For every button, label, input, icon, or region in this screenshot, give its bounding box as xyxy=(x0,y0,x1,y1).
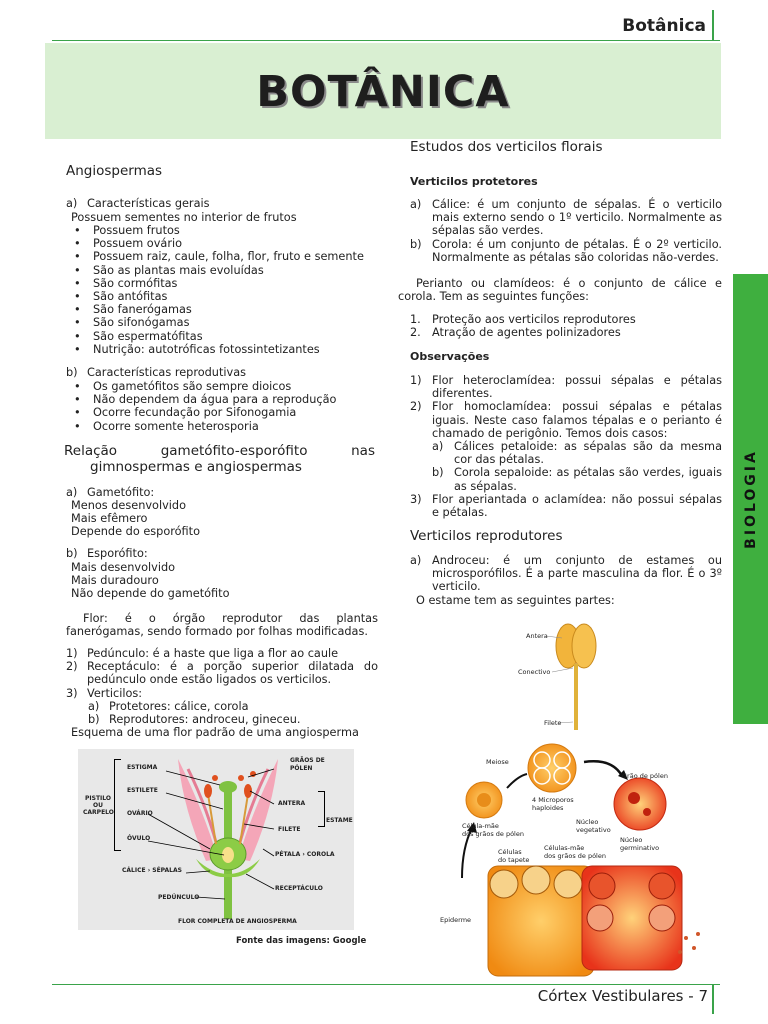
numbered-item xyxy=(410,326,722,339)
label-pistilo-1: PISTILO xyxy=(85,795,111,802)
item-text: Atração de agentes polinizadores xyxy=(432,326,621,340)
item-number: a) xyxy=(88,699,100,713)
list-item xyxy=(74,303,384,316)
funcoes-list xyxy=(410,313,722,339)
section-title-angiospermas: Angiospermas xyxy=(66,163,163,179)
estame-bracket xyxy=(318,791,325,827)
item-text: Flor homoclamídea: possui sépalas e pétalas iguais. Neste caso falamos tépalas e o perianto é chamado de perigônio. Temos dois casos: xyxy=(432,400,722,440)
item-number: 3) xyxy=(66,686,78,700)
mother-cell-nucleus xyxy=(477,793,491,807)
label-pistilo-3: CARPELO xyxy=(83,809,114,816)
list-label: b) xyxy=(66,366,78,379)
text-line: Menos desenvolvido xyxy=(71,499,187,512)
title-banner xyxy=(45,43,721,139)
list-label: a) xyxy=(66,486,78,499)
bullet-icon: • xyxy=(74,290,81,304)
subsection-title: Esporófito: xyxy=(87,547,148,560)
section-title-relacao-line2: gimnospermas e angiospermas xyxy=(90,459,302,475)
text-line: Mais efêmero xyxy=(71,512,148,526)
bullet-icon: • xyxy=(74,329,81,343)
numbered-item xyxy=(410,313,722,326)
bullet-icon: • xyxy=(74,237,81,251)
list-item xyxy=(74,250,384,263)
numbered-item xyxy=(66,647,378,660)
title-word: nas xyxy=(351,443,375,459)
protetores-list xyxy=(410,198,722,264)
item-text: Cálice: é um conjunto de sépalas. É o verticilo mais externo sendo o 1º verticilo. Normalmente as sépalas são verdes. xyxy=(432,198,722,238)
list-label: b) xyxy=(66,547,78,560)
locule-mature xyxy=(649,873,675,899)
pollen-development-diagram xyxy=(432,738,722,978)
item-number: 2) xyxy=(66,660,78,674)
title-word: Relação xyxy=(64,443,118,459)
list-label: a) xyxy=(66,197,78,210)
label-estame: ESTAME xyxy=(326,817,353,824)
subsection-title: Características gerais xyxy=(87,197,210,210)
label-estigma: ESTIGMA xyxy=(127,764,158,771)
numbered-item xyxy=(410,198,722,238)
list-item-text: Possuem ovário xyxy=(93,237,183,251)
list-item xyxy=(74,330,384,343)
page-title: BOTÂNICA xyxy=(256,67,510,117)
gametofito-lines xyxy=(71,499,200,539)
list-item-text: Os gametófitos são sempre dioicos xyxy=(93,380,292,393)
flor-parts-list xyxy=(66,647,378,726)
item-number: 1) xyxy=(66,647,78,660)
list-item xyxy=(74,290,384,303)
list-item-text: Não dependem da água para a reprodução xyxy=(93,393,337,407)
label-nucleo-vegetativo-2: vegetativo xyxy=(576,826,611,834)
characteristics-list xyxy=(74,224,384,356)
text-line: Mais desenvolvido xyxy=(71,561,176,574)
label-nucleo-germinativo-2: germinativo xyxy=(620,844,660,852)
observacoes-list xyxy=(410,374,722,519)
numbered-item xyxy=(410,374,722,400)
flower-diagram xyxy=(78,749,354,930)
label-celula-mae-1: Célula-mãe xyxy=(462,822,499,830)
list-item xyxy=(74,316,384,329)
list-item xyxy=(74,393,384,406)
item-number: 3) xyxy=(410,492,422,506)
list-item xyxy=(74,237,384,250)
diagram-caption: FLOR COMPLETA DE ANGIOSPERMA xyxy=(178,918,297,925)
item-text: Corola sepaloide: as pétalas são verdes, iguais as sépalas. xyxy=(454,466,722,493)
label-microporos xyxy=(532,796,574,812)
item-text: Receptáculo: é a porção superior dilatada do pedúnculo onde estão ligados os verticilos. xyxy=(87,660,378,687)
bullet-icon: • xyxy=(74,303,81,317)
footer-page-label: Córtex Vestibulares - 7 xyxy=(537,987,708,1005)
title-word: gametófito-esporófito xyxy=(160,443,308,459)
numbered-item xyxy=(410,440,722,466)
locule xyxy=(490,870,518,898)
estilete-shape xyxy=(224,789,232,844)
label-calice: CÁLICE › SÉPALAS xyxy=(122,867,182,874)
subsection-title: Características reprodutivas xyxy=(87,366,247,379)
label-pedunculo: PEDÚNCULO xyxy=(158,894,200,901)
numbered-item xyxy=(66,700,378,713)
item-number: 1. xyxy=(410,313,421,326)
esporofito-lines xyxy=(71,561,230,601)
label-nucleo-vegetativo xyxy=(576,818,611,834)
antera-lobe-right xyxy=(572,624,596,668)
estame-intro: O estame tem as seguintes partes: xyxy=(416,594,615,607)
list-item-text: Ocorre fecundação por Sifonogamia xyxy=(93,406,297,420)
label-celulas-tapete-2: do tapete xyxy=(498,856,530,864)
label-ovulo: ÓVULO xyxy=(127,835,151,842)
label-petala: PÉTALA › COROLA xyxy=(275,851,335,858)
label-nucleo-germinativo-1: Núcleo xyxy=(620,836,643,844)
antera-left xyxy=(204,784,212,798)
germinative-nucleus xyxy=(643,808,651,816)
item-text: Flor heteroclamídea: possui sépalas e pétalas diferentes. xyxy=(432,374,722,401)
list-item-text: São espermatófitas xyxy=(93,329,203,343)
subsection-title: Gametófito: xyxy=(87,486,155,499)
list-item-text: São as plantas mais evoluídas xyxy=(93,263,264,277)
item-text: Flor aperiantada o aclamídea: não possui sépalas e pétalas. xyxy=(432,492,722,520)
list-item-text: Ocorre somente heterosporia xyxy=(93,419,259,433)
vegetative-nucleus xyxy=(628,792,640,804)
item-number: a) xyxy=(410,554,422,567)
list-item-text: São antófitas xyxy=(93,290,168,304)
list-item-text: Possuem frutos xyxy=(93,224,180,237)
subsection-title-reprodutores: Verticilos reprodutores xyxy=(410,528,563,544)
label-celulas-mae-graos-2: dos grãos de pólen xyxy=(544,852,606,860)
bullet-icon: • xyxy=(74,250,81,264)
bullet-icon: • xyxy=(74,276,81,290)
label-microporos-2: haploides xyxy=(532,804,564,812)
text-line: Depende do esporófito xyxy=(71,525,200,539)
list-item xyxy=(74,380,384,393)
bullet-icon: • xyxy=(74,224,81,237)
item-number: b) xyxy=(410,237,422,251)
flor-paragraph: Flor: é o órgão reprodutor das plantas fanerógamas, sendo formado por folhas modificadas. xyxy=(66,612,378,639)
perianto-paragraph: Perianto ou clamídeos: é o conjunto de cálice e corola. Tem as seguintes funções: xyxy=(398,277,722,304)
label-filete: FILETE xyxy=(278,826,301,833)
item-text: Protetores: cálice, corola xyxy=(109,699,249,713)
item-number: b) xyxy=(88,713,100,727)
arrow-to-pollen xyxy=(584,761,622,776)
label-microporos-1: 4 Microporos xyxy=(532,796,574,804)
label-celula-mae xyxy=(462,822,524,838)
list-item xyxy=(74,264,384,277)
label-celulas-tapete xyxy=(498,848,529,864)
numbered-item xyxy=(410,493,722,519)
bullet-icon: • xyxy=(74,316,81,330)
label-celulas-tapete-1: Células xyxy=(498,848,522,856)
label-graos: GRÃOS DE xyxy=(290,757,325,764)
header-rule-tick xyxy=(712,10,714,41)
numbered-item xyxy=(66,713,378,726)
stamen-diagram xyxy=(510,620,630,730)
arrow-meiose xyxy=(507,774,527,788)
list-item-text: Nutrição: autotróficas fotossintetizantes xyxy=(93,342,320,356)
label-pistilo-2: OU xyxy=(93,802,103,809)
bullet-icon: • xyxy=(74,342,81,356)
estigma-shape xyxy=(219,781,237,793)
bullet-icon: • xyxy=(74,263,81,277)
footer-rule xyxy=(52,984,720,985)
label-grao-polen: Grão de pólen xyxy=(622,772,668,780)
bullet-icon: • xyxy=(74,380,81,393)
item-text: Corola: é um conjunto de pétalas. É o 2º verticilo. Normalmente as pétalas são coloridas não-verdes. xyxy=(432,237,722,264)
tetrad-cell xyxy=(528,744,576,792)
label-epiderme: Epiderme xyxy=(440,916,472,924)
label-filete-stamen: Filete xyxy=(544,719,562,727)
item-text: Reprodutores: androceu, gineceu. xyxy=(109,713,301,727)
label-conectivo: Conectivo xyxy=(518,668,551,676)
locule-mature xyxy=(587,905,613,931)
right-section-title: Estudos dos verticilos florais xyxy=(410,139,603,155)
list-item-text: São cormófitas xyxy=(93,276,178,290)
numbered-item xyxy=(66,660,378,686)
header-rule xyxy=(52,40,720,41)
list-item xyxy=(74,406,384,419)
label-celulas-mae-graos xyxy=(544,844,606,860)
list-item xyxy=(74,420,384,433)
text-line: Não depende do gametófito xyxy=(71,587,230,601)
item-number: 2) xyxy=(410,400,422,414)
numbered-item xyxy=(410,466,722,492)
item-number: a) xyxy=(410,198,422,211)
numbered-item xyxy=(410,400,722,440)
numbered-item xyxy=(410,238,722,264)
label-celulas-mae-graos-1: Células-mãe xyxy=(544,844,585,852)
list-item xyxy=(74,224,384,237)
footer-rule-tick xyxy=(712,984,714,1014)
running-title: Botânica xyxy=(622,16,706,36)
item-number: 2. xyxy=(410,326,421,340)
item-number: b) xyxy=(432,466,444,480)
reproductive-list xyxy=(74,380,384,433)
list-item xyxy=(74,343,384,356)
leader-conectivo xyxy=(552,668,573,672)
bullet-icon: • xyxy=(74,393,81,407)
label-receptaculo: RECEPTÁCULO xyxy=(275,885,323,892)
subsection-title-observacoes: Observações xyxy=(410,350,490,363)
label-estilete: ESTILETE xyxy=(127,787,158,794)
locule xyxy=(554,870,582,898)
item-text: Pedúnculo: é a haste que liga a flor ao caule xyxy=(87,647,339,660)
list-item-text: Possuem raiz, caule, folha, flor, fruto e semente xyxy=(93,250,364,264)
list-item-text: São sifonógamas xyxy=(93,316,190,330)
label-nucleo-vegetativo-1: Núcleo xyxy=(576,818,599,826)
label-pistilo xyxy=(83,795,113,816)
label-meiose: Meiose xyxy=(486,758,509,766)
locule-mature xyxy=(589,873,615,899)
label-nucleo-germinativo xyxy=(620,836,659,852)
list-item-text: São fanerógamas xyxy=(93,303,192,317)
numbered-item xyxy=(66,687,378,700)
section-title-relacao xyxy=(64,443,375,459)
list-item xyxy=(74,277,384,290)
bullet-icon: • xyxy=(74,419,81,433)
label-antera: ANTERA xyxy=(278,800,306,807)
locule-mature xyxy=(649,905,675,931)
text-line: Mais duradouro xyxy=(71,574,159,588)
subject-label: BIOLOGIA xyxy=(742,449,759,549)
polen-grain xyxy=(238,775,244,781)
label-polen: PÓLEN xyxy=(290,765,313,772)
image-credit: Fonte das imagens: Google xyxy=(236,936,367,946)
bullet-icon: • xyxy=(74,406,81,420)
label-ovario: OVÁRIO xyxy=(127,810,153,817)
label-antera-stamen: Antera xyxy=(526,632,548,640)
pollen-grain-shape xyxy=(614,778,666,830)
androceu-list xyxy=(410,554,722,594)
label-celula-mae-2: dos grãos de pólen xyxy=(462,830,524,838)
subject-side-tab xyxy=(733,274,768,724)
item-text: Cálices petaloide: as sépalas são da mesma cor das pétalas. xyxy=(454,440,722,467)
locule xyxy=(522,866,550,894)
schema-caption: Esquema de uma flor padrão de uma angiosperma xyxy=(71,726,359,739)
item-text: Verticilos: xyxy=(87,686,143,700)
item-number: 1) xyxy=(410,374,422,387)
subsection-title-protetores: Verticilos protetores xyxy=(410,175,538,188)
filete-shape xyxy=(574,664,578,730)
item-text: Proteção aos verticilos reprodutores xyxy=(432,313,636,326)
numbered-item xyxy=(410,554,722,594)
intro-text: Possuem sementes no interior de frutos xyxy=(71,211,297,224)
item-number: a) xyxy=(432,440,444,454)
item-text: Androceu: é um conjunto de estames ou microsporófilos. É a parte masculina da flor. É o 3º verticilo. xyxy=(432,554,722,594)
pistilo-bracket xyxy=(114,759,121,851)
polen-grain xyxy=(212,775,218,781)
